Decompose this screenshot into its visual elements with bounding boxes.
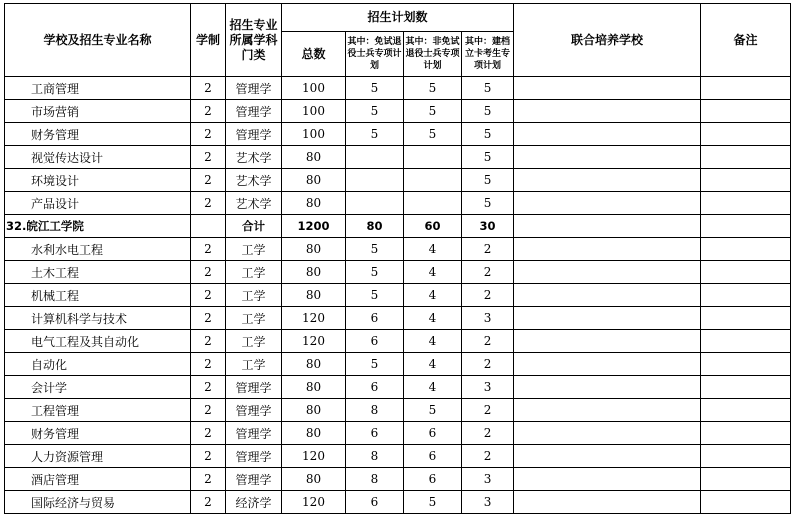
cell-name: 土木工程	[5, 261, 191, 284]
cell-years	[191, 215, 226, 238]
cell-remark	[701, 422, 791, 445]
cell-total: 100	[282, 100, 346, 123]
cell-total: 100	[282, 123, 346, 146]
cell-remark	[701, 491, 791, 514]
cell-years: 2	[191, 445, 226, 468]
cell-exempt: 5	[346, 100, 404, 123]
cell-years: 2	[191, 261, 226, 284]
cell-nonexempt: 5	[404, 100, 462, 123]
cell-exempt: 8	[346, 445, 404, 468]
cell-partner	[514, 261, 701, 284]
cell-partner	[514, 238, 701, 261]
table-row	[5, 123, 791, 146]
header-total: 总数	[282, 32, 346, 77]
cell-category: 合计	[226, 215, 282, 238]
header-category: 招生专业所属学科门类	[226, 4, 282, 77]
table-body	[5, 77, 791, 514]
cell-exempt: 6	[346, 307, 404, 330]
cell-name: 工商管理	[5, 77, 191, 100]
cell-years: 2	[191, 307, 226, 330]
cell-total: 100	[282, 77, 346, 100]
cell-poverty: 2	[462, 399, 514, 422]
cell-years: 2	[191, 353, 226, 376]
cell-exempt: 5	[346, 284, 404, 307]
cell-remark	[701, 399, 791, 422]
cell-name: 国际经济与贸易	[5, 491, 191, 514]
cell-total: 80	[282, 169, 346, 192]
table-row	[5, 192, 791, 215]
cell-poverty: 5	[462, 77, 514, 100]
cell-poverty: 5	[462, 169, 514, 192]
cell-remark	[701, 307, 791, 330]
cell-exempt: 5	[346, 123, 404, 146]
cell-nonexempt: 4	[404, 307, 462, 330]
cell-category: 管理学	[226, 422, 282, 445]
cell-partner	[514, 376, 701, 399]
cell-exempt: 5	[346, 77, 404, 100]
cell-total: 120	[282, 307, 346, 330]
cell-total: 80	[282, 146, 346, 169]
cell-partner	[514, 284, 701, 307]
cell-category: 管理学	[226, 100, 282, 123]
cell-name: 财务管理	[5, 422, 191, 445]
cell-remark	[701, 192, 791, 215]
cell-partner	[514, 491, 701, 514]
cell-partner	[514, 353, 701, 376]
cell-partner	[514, 307, 701, 330]
cell-years: 2	[191, 192, 226, 215]
cell-remark	[701, 238, 791, 261]
cell-total: 120	[282, 491, 346, 514]
cell-poverty: 5	[462, 123, 514, 146]
cell-category: 管理学	[226, 77, 282, 100]
cell-partner	[514, 169, 701, 192]
cell-name: 环境设计	[5, 169, 191, 192]
cell-name: 计算机科学与技术	[5, 307, 191, 330]
cell-partner	[514, 123, 701, 146]
cell-poverty: 2	[462, 261, 514, 284]
cell-nonexempt	[404, 169, 462, 192]
cell-name: 会计学	[5, 376, 191, 399]
cell-remark	[701, 215, 791, 238]
cell-total: 120	[282, 445, 346, 468]
cell-exempt: 5	[346, 261, 404, 284]
header-poverty: 其中：建档立卡考生专项计划	[462, 32, 514, 77]
cell-partner	[514, 422, 701, 445]
cell-name: 酒店管理	[5, 468, 191, 491]
cell-nonexempt: 4	[404, 238, 462, 261]
cell-poverty: 2	[462, 284, 514, 307]
cell-poverty: 2	[462, 238, 514, 261]
cell-nonexempt: 4	[404, 261, 462, 284]
cell-nonexempt: 60	[404, 215, 462, 238]
cell-poverty: 2	[462, 422, 514, 445]
header-exempt: 其中：免试退役士兵专项计划	[346, 32, 404, 77]
cell-total: 120	[282, 330, 346, 353]
cell-name: 财务管理	[5, 123, 191, 146]
cell-total: 80	[282, 399, 346, 422]
cell-years: 2	[191, 376, 226, 399]
cell-poverty: 3	[462, 468, 514, 491]
cell-category: 工学	[226, 353, 282, 376]
cell-partner	[514, 330, 701, 353]
cell-remark	[701, 330, 791, 353]
table-row	[5, 399, 791, 422]
cell-nonexempt: 5	[404, 399, 462, 422]
cell-years: 2	[191, 422, 226, 445]
cell-remark	[701, 353, 791, 376]
cell-remark	[701, 77, 791, 100]
cell-poverty: 3	[462, 376, 514, 399]
cell-name: 自动化	[5, 353, 191, 376]
cell-poverty: 5	[462, 146, 514, 169]
header-plan-group: 招生计划数	[282, 4, 514, 32]
cell-total: 80	[282, 192, 346, 215]
cell-total: 80	[282, 238, 346, 261]
cell-category: 工学	[226, 261, 282, 284]
cell-nonexempt: 6	[404, 422, 462, 445]
cell-partner	[514, 468, 701, 491]
table-row	[5, 445, 791, 468]
cell-nonexempt	[404, 192, 462, 215]
header-years: 学制	[191, 4, 226, 77]
cell-exempt: 8	[346, 468, 404, 491]
cell-name: 视觉传达设计	[5, 146, 191, 169]
cell-partner	[514, 399, 701, 422]
cell-remark	[701, 468, 791, 491]
cell-total: 80	[282, 376, 346, 399]
cell-remark	[701, 100, 791, 123]
table-row	[5, 491, 791, 514]
cell-remark	[701, 146, 791, 169]
cell-poverty: 2	[462, 445, 514, 468]
table-row	[5, 307, 791, 330]
cell-partner	[514, 445, 701, 468]
table-row	[5, 284, 791, 307]
cell-remark	[701, 284, 791, 307]
cell-partner	[514, 192, 701, 215]
cell-exempt: 80	[346, 215, 404, 238]
cell-category: 艺术学	[226, 146, 282, 169]
cell-total: 80	[282, 422, 346, 445]
cell-name: 产品设计	[5, 192, 191, 215]
table-row	[5, 468, 791, 491]
cell-exempt: 6	[346, 376, 404, 399]
cell-years: 2	[191, 100, 226, 123]
cell-nonexempt: 5	[404, 123, 462, 146]
cell-partner	[514, 215, 701, 238]
cell-category: 艺术学	[226, 192, 282, 215]
cell-poverty: 5	[462, 192, 514, 215]
table-row	[5, 376, 791, 399]
cell-nonexempt: 4	[404, 330, 462, 353]
cell-category: 管理学	[226, 123, 282, 146]
cell-category: 工学	[226, 307, 282, 330]
cell-years: 2	[191, 468, 226, 491]
cell-name: 市场营销	[5, 100, 191, 123]
cell-nonexempt: 5	[404, 491, 462, 514]
cell-years: 2	[191, 399, 226, 422]
cell-nonexempt: 4	[404, 353, 462, 376]
header-name: 学校及招生专业名称	[5, 4, 191, 77]
cell-total: 80	[282, 261, 346, 284]
cell-category: 工学	[226, 238, 282, 261]
cell-nonexempt	[404, 146, 462, 169]
cell-nonexempt: 4	[404, 284, 462, 307]
cell-poverty: 3	[462, 491, 514, 514]
cell-category: 管理学	[226, 399, 282, 422]
table-row	[5, 330, 791, 353]
cell-category: 管理学	[226, 376, 282, 399]
table-row	[5, 100, 791, 123]
cell-exempt: 6	[346, 491, 404, 514]
cell-years: 2	[191, 330, 226, 353]
school-total-row	[5, 215, 791, 238]
cell-category: 工学	[226, 330, 282, 353]
cell-exempt: 6	[346, 330, 404, 353]
table-row	[5, 77, 791, 100]
cell-years: 2	[191, 123, 226, 146]
cell-name: 32.皖江工学院	[5, 215, 191, 238]
cell-total: 1200	[282, 215, 346, 238]
cell-years: 2	[191, 284, 226, 307]
cell-remark	[701, 376, 791, 399]
cell-category: 经济学	[226, 491, 282, 514]
table-row	[5, 146, 791, 169]
cell-years: 2	[191, 146, 226, 169]
cell-poverty: 5	[462, 100, 514, 123]
cell-remark	[701, 123, 791, 146]
cell-name: 人力资源管理	[5, 445, 191, 468]
cell-poverty: 2	[462, 353, 514, 376]
cell-partner	[514, 100, 701, 123]
cell-category: 工学	[226, 284, 282, 307]
cell-years: 2	[191, 77, 226, 100]
cell-remark	[701, 169, 791, 192]
header-nonexempt: 其中：非免试退役士兵专项计划	[404, 32, 462, 77]
cell-category: 管理学	[226, 468, 282, 491]
cell-name: 机械工程	[5, 284, 191, 307]
cell-years: 2	[191, 169, 226, 192]
cell-exempt	[346, 192, 404, 215]
cell-remark	[701, 445, 791, 468]
cell-partner	[514, 146, 701, 169]
cell-nonexempt: 5	[404, 77, 462, 100]
enrollment-plan-table	[4, 3, 791, 514]
cell-exempt	[346, 169, 404, 192]
header-remark: 备注	[701, 4, 791, 77]
cell-exempt	[346, 146, 404, 169]
cell-partner	[514, 77, 701, 100]
cell-category: 管理学	[226, 445, 282, 468]
cell-exempt: 5	[346, 238, 404, 261]
cell-exempt: 5	[346, 353, 404, 376]
cell-poverty: 3	[462, 307, 514, 330]
cell-name: 工程管理	[5, 399, 191, 422]
table-row	[5, 169, 791, 192]
table-row	[5, 422, 791, 445]
table-row	[5, 261, 791, 284]
table-header	[5, 4, 791, 77]
cell-total: 80	[282, 353, 346, 376]
cell-total: 80	[282, 468, 346, 491]
cell-nonexempt: 6	[404, 468, 462, 491]
cell-poverty: 30	[462, 215, 514, 238]
cell-exempt: 8	[346, 399, 404, 422]
header-partner: 联合培养学校	[514, 4, 701, 77]
table-row	[5, 238, 791, 261]
cell-years: 2	[191, 238, 226, 261]
cell-exempt: 6	[346, 422, 404, 445]
cell-name: 电气工程及其自动化	[5, 330, 191, 353]
cell-years: 2	[191, 491, 226, 514]
cell-name: 水利水电工程	[5, 238, 191, 261]
cell-remark	[701, 261, 791, 284]
cell-nonexempt: 4	[404, 376, 462, 399]
table-row	[5, 353, 791, 376]
cell-total: 80	[282, 284, 346, 307]
cell-nonexempt: 6	[404, 445, 462, 468]
cell-poverty: 2	[462, 330, 514, 353]
cell-category: 艺术学	[226, 169, 282, 192]
